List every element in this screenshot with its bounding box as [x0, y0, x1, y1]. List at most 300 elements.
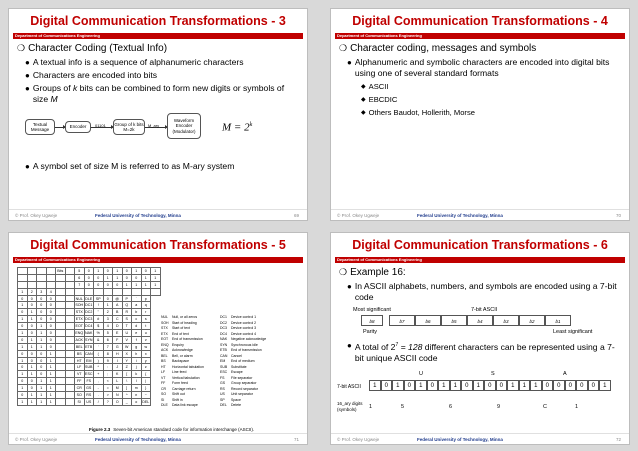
- hex-digit: 6: [449, 404, 453, 410]
- table-cell: [65, 364, 75, 371]
- table-cell: 9: [103, 357, 113, 364]
- table-cell: [56, 385, 66, 392]
- table-cell: Bits: [57, 268, 64, 273]
- table-cell: 6: [75, 274, 85, 281]
- encoder-box: Encoder: [65, 121, 91, 133]
- table-cell: j: [132, 364, 142, 371]
- table-cell: p: [141, 295, 151, 302]
- table-cell: RS: [84, 392, 94, 399]
- table-cell: 1: [113, 274, 123, 281]
- table-cell: 0: [27, 378, 37, 385]
- table-cell: 0: [27, 385, 37, 392]
- slide-70[interactable]: [330, 8, 630, 221]
- table-cell: [27, 268, 37, 275]
- hex-digit: 1: [369, 404, 373, 410]
- table-row: [18, 295, 161, 302]
- table-cell: 0: [37, 316, 47, 323]
- table-cell: DLE: [85, 296, 93, 301]
- table-cell: SOH: [75, 303, 84, 308]
- table-cell: ETB: [85, 344, 93, 349]
- legend-entry: CAN: [220, 353, 228, 358]
- legend-entry: Shift out: [172, 392, 185, 396]
- legend-entry: DLE: [161, 403, 168, 407]
- table-cell: Z: [122, 364, 132, 371]
- legend-entry: ESC: [220, 370, 228, 374]
- bit-box: b5: [441, 315, 467, 326]
- table-cell: 2: [103, 309, 113, 316]
- table-cell: [56, 281, 66, 288]
- legend-entry: BEL: [161, 353, 168, 358]
- table-row: [18, 281, 161, 288]
- table-cell: 0: [18, 309, 28, 316]
- table-cell: 0: [46, 309, 56, 316]
- table-cell: 1: [141, 281, 151, 288]
- table-row: [18, 274, 161, 281]
- table-cell: x: [141, 350, 151, 357]
- table-row: [18, 268, 161, 275]
- lsb-label: Least significant: [553, 329, 593, 335]
- table-cell: [18, 281, 28, 288]
- legend-entry: RS: [220, 386, 225, 391]
- table-cell: I: [113, 357, 123, 364]
- table-cell: k: [132, 371, 142, 378]
- table-row: [18, 330, 161, 337]
- table-cell: DEL: [142, 399, 150, 404]
- legend-entry: Start of text: [172, 326, 190, 330]
- table-cell: [65, 309, 75, 316]
- table-cell: :: [103, 364, 113, 371]
- table-cell: [65, 350, 75, 357]
- slide-69[interactable]: [8, 8, 308, 221]
- table-cell: S: [122, 316, 132, 323]
- table-row: [18, 323, 161, 330]
- table-cell: 1: [18, 357, 28, 364]
- table-cell: [27, 281, 37, 288]
- table-cell: 5: [75, 268, 85, 275]
- table-cell: 0: [132, 274, 142, 281]
- hollow-bullet-icon: ❍: [17, 43, 26, 53]
- table-cell: [122, 288, 132, 295]
- bullet-icon: ◆: [361, 110, 366, 116]
- table-cell: [56, 378, 66, 385]
- table-cell: [65, 357, 75, 364]
- legend-entry: SP: [220, 397, 225, 402]
- table-cell: 1: [122, 281, 132, 288]
- table-cell: FS: [84, 378, 94, 385]
- ascii-bit: 0: [542, 380, 554, 391]
- legend-entry: Enquiry: [172, 342, 184, 347]
- table-cell: 1: [27, 316, 37, 323]
- table-cell: r: [141, 309, 151, 316]
- table-cell: SI: [75, 398, 85, 405]
- table-cell: 1: [27, 371, 37, 378]
- table-cell: 0: [27, 357, 37, 364]
- table-cell: LF: [75, 364, 85, 371]
- legend-entry: Delete: [231, 403, 242, 407]
- table-cell: 1: [46, 385, 56, 392]
- legend-entry: DC1: [220, 315, 228, 319]
- table-cell: m: [132, 385, 142, 392]
- bullet-icon: ●: [25, 58, 30, 67]
- legend-entry: ENQ: [161, 342, 169, 347]
- table-cell: 0: [113, 281, 123, 288]
- dept-banner: Department of Communications Engineering: [335, 257, 625, 263]
- table-cell: {: [141, 371, 151, 378]
- table-cell: [46, 274, 56, 281]
- table-cell: ?: [103, 398, 113, 405]
- table-cell: [46, 281, 56, 288]
- table-cell: ~: [141, 392, 151, 399]
- legend-entry: SYN: [220, 342, 228, 347]
- table-cell: CR: [75, 385, 85, 392]
- table-cell: 1: [151, 274, 161, 281]
- table-cell: [56, 336, 66, 343]
- table-cell: ^: [122, 392, 132, 399]
- legend-entry: SUB: [220, 364, 228, 369]
- table-cell: ': [94, 343, 104, 350]
- ascii-bit: 0: [427, 380, 439, 391]
- legend-entry: Escape: [231, 370, 243, 374]
- table-cell: 0: [46, 295, 56, 302]
- slide-footer: © Prof. Okey Ugweje Federal University of Technology, Minna 69: [9, 209, 307, 220]
- msb-label: Most significant: [353, 307, 391, 313]
- bullet-text: A total of $2^7 = 128$ different characters can be represented using a 7-bit unique ASCII code: [354, 341, 615, 363]
- legend-entry: Backspace: [172, 359, 190, 363]
- ascii-bit: 0: [404, 380, 416, 391]
- table-cell: b: [132, 309, 142, 316]
- bullet-icon: ◆: [361, 84, 366, 90]
- table-cell: 6: [103, 336, 113, 343]
- table-cell: 1: [18, 316, 28, 323]
- table-cell: [37, 274, 47, 281]
- legend-entry: Negative acknowledge: [231, 337, 267, 341]
- table-cell: 0: [46, 302, 56, 309]
- table-cell: V: [122, 336, 132, 343]
- letter-s: S: [491, 371, 495, 377]
- legend-entry: EM: [220, 359, 226, 363]
- table-cell: 1: [18, 330, 28, 337]
- bullet-text: In ASCII alphabets, numbers, and symbols are encoded using a 7-bit code: [354, 281, 617, 302]
- table-cell: h: [132, 350, 142, 357]
- legend-entry: Space: [231, 397, 241, 402]
- slide-heading: Example 16:: [350, 267, 406, 278]
- table-cell: 0: [27, 323, 37, 330]
- bullet-icon: ●: [25, 84, 30, 93]
- legend-entry: DC4: [220, 331, 228, 336]
- legend-entry: Acknowledge: [172, 348, 193, 352]
- table-cell: =: [103, 385, 113, 392]
- table-cell: H: [113, 350, 123, 357]
- legend-entry: ETB: [220, 348, 227, 352]
- table-cell: 0: [37, 302, 47, 309]
- slide-72[interactable]: [330, 232, 630, 445]
- table-cell: %: [94, 330, 104, 337]
- table-cell: [65, 281, 75, 288]
- table-cell: 0: [18, 392, 28, 399]
- table-cell: BEL: [75, 344, 83, 349]
- table-cell: 0: [18, 295, 28, 302]
- bullet-icon: ●: [347, 341, 352, 350]
- table-cell: [65, 330, 75, 337]
- legend-entry: US: [220, 392, 225, 396]
- table-row: [18, 378, 161, 385]
- table-cell: 1: [94, 268, 104, 275]
- bits-label: 01101: [95, 123, 106, 128]
- table-row: [18, 398, 161, 405]
- table-cell: NUL: [75, 296, 83, 301]
- table-cell: 0: [103, 295, 113, 302]
- bullet-icon: ●: [25, 162, 30, 171]
- table-cell: 0: [46, 336, 56, 343]
- table-cell: 0: [37, 371, 47, 378]
- table-cell: 1: [18, 302, 28, 309]
- bullet-text: A textual info is a sequence of alphanumeric characters: [32, 57, 244, 67]
- ascii-bit: 0: [496, 380, 508, 391]
- bullet-text: Groups of k bits can be combined to form new digits or symbols of size M: [32, 83, 285, 104]
- table-cell: [37, 281, 47, 288]
- table-cell: 8: [103, 350, 113, 357]
- slide-71[interactable]: [8, 232, 308, 445]
- table-cell: [56, 343, 66, 350]
- legend-entry: Start of heading: [172, 320, 197, 325]
- table-cell: 7: [103, 343, 113, 350]
- slide-heading: Character Coding (Textual Info): [28, 43, 168, 54]
- table-cell: [56, 295, 66, 302]
- sub-bullet: Others Baudot, Hollerith, Morse: [368, 108, 475, 117]
- bit-box: b6: [415, 315, 441, 326]
- slide-title: Digital Communication Transformations - 5: [30, 238, 286, 252]
- legend-entry: ACK: [161, 348, 169, 352]
- figure-caption: Figure 2.3 Seven-bit American standard code for information interchange (ASCII).: [89, 427, 255, 432]
- table-cell: 0: [103, 268, 113, 275]
- table-cell: [65, 336, 75, 343]
- table-cell: [75, 288, 85, 295]
- table-cell: [113, 288, 123, 295]
- table-cell: 0: [27, 295, 37, 302]
- legend-entry: GS: [220, 381, 226, 385]
- ascii-bit: 1: [599, 380, 611, 391]
- legend-entry: Line feed: [172, 370, 187, 374]
- bullet-text: Alphanumeric and symbolic characters are encoded into digital bits using one of several standard formats: [354, 57, 610, 78]
- table-cell: J: [113, 364, 123, 371]
- hollow-bullet-icon: ❍: [339, 267, 348, 277]
- table-cell: [56, 288, 66, 295]
- ascii-bit: 0: [565, 380, 577, 391]
- table-cell: 0: [37, 357, 47, 364]
- table-cell: HT: [75, 357, 85, 364]
- legend-entry: Carriage return: [172, 386, 196, 391]
- table-cell: 0: [84, 281, 94, 288]
- legend-entry: EOT: [161, 337, 169, 341]
- hex-digit: 1: [575, 404, 579, 410]
- table-cell: (: [94, 350, 104, 357]
- table-cell: >: [103, 392, 113, 399]
- bullet-text: Characters are encoded into bits: [32, 70, 158, 80]
- table-cell: [: [122, 371, 132, 378]
- ascii-bit: 1: [507, 380, 519, 391]
- ascii-bit-row: [369, 380, 611, 391]
- table-row: [18, 392, 161, 399]
- table-cell: 1: [46, 371, 56, 378]
- table-cell: 0: [37, 350, 47, 357]
- bullet-icon: ●: [25, 71, 30, 80]
- ascii-table: [17, 267, 161, 406]
- table-cell: 0: [46, 330, 56, 337]
- legend-entry: Device control 3: [231, 326, 257, 330]
- legend-entry: Unit separator: [231, 392, 253, 396]
- table-row: [18, 350, 161, 357]
- table-cell: 0: [18, 323, 28, 330]
- ascii-bit: 1: [530, 380, 542, 391]
- table-cell: [18, 268, 28, 275]
- table-cell: [56, 371, 66, 378]
- table-cell: 0: [27, 302, 37, 309]
- formula: $M = 2^k$: [222, 121, 253, 134]
- table-cell: 1: [132, 268, 142, 275]
- table-cell: o: [132, 398, 142, 405]
- hollow-bullet-icon: ❍: [339, 43, 348, 53]
- table-cell: n: [132, 392, 142, 399]
- table-cell: [65, 385, 75, 392]
- table-cell: [84, 288, 94, 295]
- legend-entry: SI: [161, 397, 165, 402]
- sub-bullet: ASCII: [368, 82, 389, 91]
- table-cell: 1: [46, 392, 56, 399]
- table-cell: 0: [18, 364, 28, 371]
- table-cell: D: [113, 323, 123, 330]
- table-cell: [94, 288, 104, 295]
- legend-entry: HT: [161, 364, 166, 369]
- legend-entry: Record separator: [231, 386, 259, 391]
- legend-entry: Shift in: [172, 397, 183, 402]
- legend-entry: SOH: [161, 320, 169, 325]
- waveform-encoder-box: Waveform Encoder (Modulator): [167, 113, 201, 139]
- table-cell: 0: [18, 350, 28, 357]
- table-cell: VT: [75, 371, 85, 378]
- table-cell: N: [113, 392, 123, 399]
- table-cell: 1: [37, 398, 47, 405]
- legend-entry: Group separator: [231, 381, 257, 385]
- table-cell: 1: [18, 288, 28, 295]
- table-cell: l: [132, 378, 142, 385]
- table-row: [18, 371, 161, 378]
- table-cell: 0: [141, 268, 151, 275]
- table-cell: 1: [37, 378, 47, 385]
- table-cell: SP: [94, 295, 104, 302]
- table-cell: w: [141, 343, 151, 350]
- table-cell: [56, 364, 66, 371]
- table-cell: 1: [151, 268, 161, 275]
- legend-entry: Substitute: [231, 364, 247, 369]
- table-cell: A: [113, 302, 123, 309]
- table-cell: B: [113, 309, 123, 316]
- bit-box: b2: [519, 315, 545, 326]
- table-cell: GS: [84, 385, 94, 392]
- legend-entry: DC2: [220, 320, 228, 325]
- ascii-bit: 1: [473, 380, 485, 391]
- legend-entry: End of transmission: [172, 337, 203, 341]
- ascii-bit: 1: [369, 380, 381, 391]
- table-cell: &: [94, 336, 104, 343]
- legend-entry: BS: [161, 359, 166, 363]
- sub-bullet: EBCDIC: [368, 95, 398, 104]
- table-cell: s: [141, 316, 151, 323]
- hex-digit: 5: [401, 404, 405, 410]
- table-cell: 5: [103, 330, 113, 337]
- mary-label: M_ary: [148, 123, 160, 128]
- bullet-text: A symbol set of size M is referred to as M-ary system: [32, 161, 235, 171]
- legend-entry: End of medium: [231, 359, 255, 363]
- legend-entry: FS: [220, 375, 225, 380]
- table-cell: 1: [141, 274, 151, 281]
- bullet-icon: ◆: [361, 97, 366, 103]
- table-cell: [56, 274, 66, 281]
- table-cell: K: [113, 371, 123, 378]
- legend-entry: Bell, or alarm: [172, 353, 193, 358]
- legend-entry: ETX: [161, 331, 168, 336]
- table-cell: g: [132, 343, 142, 350]
- slide-footer: © Prof. Okey Ugweje Federal University of Technology, Minna 70: [331, 209, 629, 220]
- legend-entry: Null, or all zeros: [172, 315, 198, 319]
- dept-banner: Department of Communications Engineering: [13, 257, 303, 263]
- table-row: [18, 288, 161, 295]
- table-row: [18, 343, 161, 350]
- table-cell: SO: [75, 392, 85, 399]
- table-cell: Y: [122, 357, 132, 364]
- legend-entry: Cancel: [231, 353, 242, 358]
- table-cell: 0: [37, 309, 47, 316]
- table-cell: y: [141, 357, 151, 364]
- table-cell: [65, 398, 75, 405]
- dept-banner: Department of Communications Engineering: [13, 33, 303, 39]
- table-cell: +: [94, 371, 104, 378]
- table-cell: T: [122, 323, 132, 330]
- table-cell: [65, 371, 75, 378]
- bit-box: b3: [493, 315, 519, 326]
- table-row: [18, 336, 161, 343]
- table-cell: z: [141, 364, 151, 371]
- table-cell: 1: [27, 364, 37, 371]
- bit-box: b1: [545, 315, 571, 326]
- letter-u: U: [419, 371, 423, 377]
- table-cell: 0: [122, 268, 132, 275]
- bit-boxes: [361, 315, 571, 326]
- legend-entry: Form feed: [172, 381, 188, 385]
- legend-entry: LF: [161, 370, 166, 374]
- table-row: [18, 309, 161, 316]
- table-cell: R: [122, 309, 132, 316]
- ascii-bit: 1: [392, 380, 404, 391]
- table-row: [18, 302, 161, 309]
- table-cell: DC4: [85, 324, 93, 329]
- letter-a: A: [563, 371, 567, 377]
- table-cell: DC3: [85, 317, 93, 322]
- table-cell: 1: [37, 336, 47, 343]
- legend-entry: NAK: [220, 337, 228, 341]
- table-cell: [56, 316, 66, 323]
- table-cell: [56, 302, 66, 309]
- table-cell: 0: [27, 350, 37, 357]
- table-cell: DC2: [85, 310, 93, 315]
- table-cell: EM: [84, 357, 94, 364]
- table-cell: 1: [18, 371, 28, 378]
- legend-entry: File separator: [231, 375, 253, 380]
- slide-heading: Character coding, messages and symbols: [350, 43, 537, 54]
- table-cell: 1: [37, 385, 47, 392]
- table-cell: |: [141, 378, 151, 385]
- table-cell: [151, 288, 161, 295]
- table-row: [18, 364, 161, 371]
